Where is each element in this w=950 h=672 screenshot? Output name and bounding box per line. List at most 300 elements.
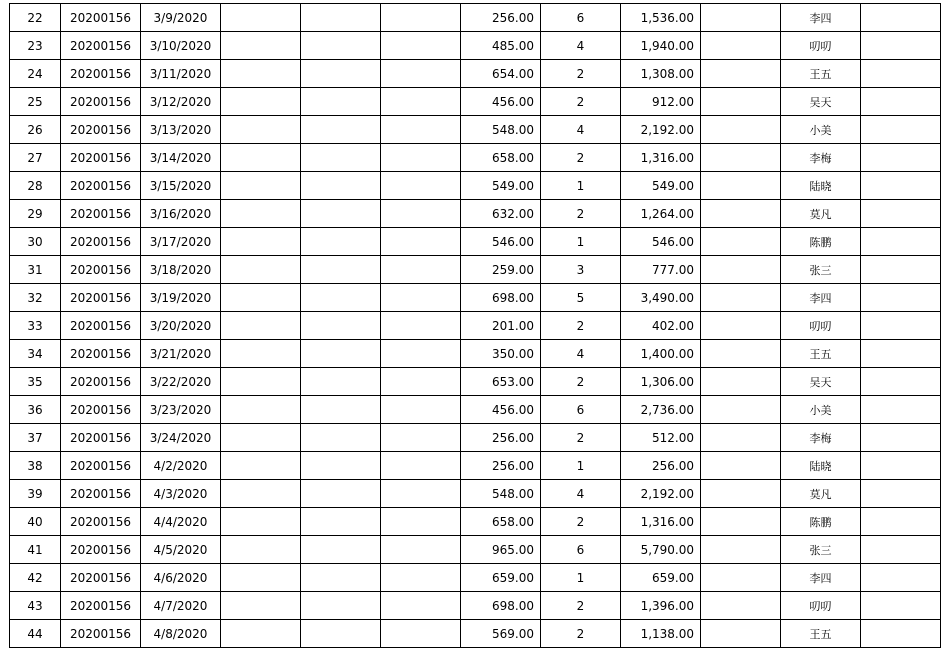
price-cell: 548.00 [461, 480, 541, 508]
empty-cell [861, 452, 941, 480]
empty-cell [301, 284, 381, 312]
empty-cell [701, 88, 781, 116]
price-cell: 350.00 [461, 340, 541, 368]
name-cell: 张三 [781, 256, 861, 284]
empty-cell [381, 32, 461, 60]
amount-cell: 1,306.00 [621, 368, 701, 396]
empty-cell [381, 60, 461, 88]
row-number-cell: 41 [10, 536, 61, 564]
empty-cell [301, 452, 381, 480]
date-cell: 4/8/2020 [141, 620, 221, 648]
table-row [10, 200, 941, 228]
amount-cell: 1,138.00 [621, 620, 701, 648]
amount-cell: 1,308.00 [621, 60, 701, 88]
empty-cell [861, 508, 941, 536]
name-cell: 陆晓 [781, 452, 861, 480]
amount-cell: 912.00 [621, 88, 701, 116]
row-number-cell: 42 [10, 564, 61, 592]
empty-cell [301, 228, 381, 256]
code-cell: 20200156 [61, 200, 141, 228]
empty-cell [701, 480, 781, 508]
empty-cell [221, 284, 301, 312]
date-cell: 3/22/2020 [141, 368, 221, 396]
table-row [10, 620, 941, 648]
quantity-cell: 4 [541, 340, 621, 368]
empty-cell [701, 620, 781, 648]
price-cell: 698.00 [461, 284, 541, 312]
empty-cell [221, 508, 301, 536]
quantity-cell: 1 [541, 172, 621, 200]
name-cell: 莫凡 [781, 200, 861, 228]
empty-cell [861, 424, 941, 452]
table-row [10, 368, 941, 396]
quantity-cell: 1 [541, 564, 621, 592]
name-cell: 王五 [781, 340, 861, 368]
row-number-cell: 25 [10, 88, 61, 116]
empty-cell [381, 424, 461, 452]
code-cell: 20200156 [61, 88, 141, 116]
date-cell: 3/15/2020 [141, 172, 221, 200]
empty-cell [221, 172, 301, 200]
empty-cell [221, 228, 301, 256]
empty-cell [861, 620, 941, 648]
name-cell: 李四 [781, 564, 861, 592]
empty-cell [861, 116, 941, 144]
amount-cell: 2,736.00 [621, 396, 701, 424]
price-cell: 259.00 [461, 256, 541, 284]
row-number-cell: 26 [10, 116, 61, 144]
code-cell: 20200156 [61, 620, 141, 648]
date-cell: 3/9/2020 [141, 4, 221, 32]
empty-cell [301, 116, 381, 144]
row-number-cell: 31 [10, 256, 61, 284]
amount-cell: 5,790.00 [621, 536, 701, 564]
empty-cell [381, 452, 461, 480]
table-row [10, 88, 941, 116]
date-cell: 3/12/2020 [141, 88, 221, 116]
empty-cell [301, 536, 381, 564]
empty-cell [701, 172, 781, 200]
empty-cell [701, 4, 781, 32]
quantity-cell: 1 [541, 228, 621, 256]
amount-cell: 1,536.00 [621, 4, 701, 32]
price-cell: 658.00 [461, 508, 541, 536]
table-body [10, 4, 941, 648]
empty-cell [301, 396, 381, 424]
price-cell: 965.00 [461, 536, 541, 564]
name-cell: 莫凡 [781, 480, 861, 508]
quantity-cell: 6 [541, 536, 621, 564]
date-cell: 3/19/2020 [141, 284, 221, 312]
empty-cell [861, 60, 941, 88]
empty-cell [221, 4, 301, 32]
table-row [10, 172, 941, 200]
code-cell: 20200156 [61, 480, 141, 508]
quantity-cell: 2 [541, 144, 621, 172]
row-number-cell: 32 [10, 284, 61, 312]
empty-cell [381, 256, 461, 284]
quantity-cell: 3 [541, 256, 621, 284]
price-cell: 256.00 [461, 452, 541, 480]
empty-cell [381, 172, 461, 200]
empty-cell [381, 564, 461, 592]
row-number-cell: 24 [10, 60, 61, 88]
amount-cell: 1,316.00 [621, 144, 701, 172]
empty-cell [861, 284, 941, 312]
code-cell: 20200156 [61, 172, 141, 200]
empty-cell [861, 200, 941, 228]
empty-cell [221, 536, 301, 564]
quantity-cell: 6 [541, 4, 621, 32]
price-cell: 632.00 [461, 200, 541, 228]
code-cell: 20200156 [61, 536, 141, 564]
empty-cell [301, 32, 381, 60]
empty-cell [221, 368, 301, 396]
price-cell: 653.00 [461, 368, 541, 396]
empty-cell [701, 144, 781, 172]
empty-cell [301, 564, 381, 592]
row-number-cell: 30 [10, 228, 61, 256]
empty-cell [381, 228, 461, 256]
code-cell: 20200156 [61, 340, 141, 368]
empty-cell [701, 312, 781, 340]
empty-cell [381, 592, 461, 620]
empty-cell [221, 564, 301, 592]
empty-cell [861, 144, 941, 172]
table-row [10, 592, 941, 620]
date-cell: 4/5/2020 [141, 536, 221, 564]
name-cell: 陆晓 [781, 172, 861, 200]
empty-cell [701, 564, 781, 592]
code-cell: 20200156 [61, 592, 141, 620]
table-row [10, 116, 941, 144]
price-cell: 456.00 [461, 88, 541, 116]
name-cell: 李梅 [781, 144, 861, 172]
empty-cell [381, 396, 461, 424]
row-number-cell: 29 [10, 200, 61, 228]
table-row [10, 284, 941, 312]
quantity-cell: 4 [541, 480, 621, 508]
empty-cell [861, 480, 941, 508]
row-number-cell: 35 [10, 368, 61, 396]
amount-cell: 1,400.00 [621, 340, 701, 368]
code-cell: 20200156 [61, 116, 141, 144]
date-cell: 3/17/2020 [141, 228, 221, 256]
quantity-cell: 1 [541, 452, 621, 480]
row-number-cell: 37 [10, 424, 61, 452]
amount-cell: 549.00 [621, 172, 701, 200]
empty-cell [861, 368, 941, 396]
empty-cell [301, 88, 381, 116]
amount-cell: 256.00 [621, 452, 701, 480]
date-cell: 3/14/2020 [141, 144, 221, 172]
quantity-cell: 2 [541, 508, 621, 536]
date-cell: 3/20/2020 [141, 312, 221, 340]
table-row [10, 564, 941, 592]
amount-cell: 3,490.00 [621, 284, 701, 312]
date-cell: 4/2/2020 [141, 452, 221, 480]
name-cell: 叨叨 [781, 592, 861, 620]
code-cell: 20200156 [61, 396, 141, 424]
amount-cell: 2,192.00 [621, 116, 701, 144]
code-cell: 20200156 [61, 312, 141, 340]
empty-cell [701, 368, 781, 396]
code-cell: 20200156 [61, 508, 141, 536]
empty-cell [301, 4, 381, 32]
price-cell: 659.00 [461, 564, 541, 592]
price-cell: 658.00 [461, 144, 541, 172]
empty-cell [381, 536, 461, 564]
quantity-cell: 6 [541, 396, 621, 424]
table-row [10, 340, 941, 368]
date-cell: 4/4/2020 [141, 508, 221, 536]
empty-cell [301, 144, 381, 172]
row-number-cell: 40 [10, 508, 61, 536]
empty-cell [381, 340, 461, 368]
name-cell: 吴天 [781, 88, 861, 116]
row-number-cell: 39 [10, 480, 61, 508]
empty-cell [861, 4, 941, 32]
code-cell: 20200156 [61, 284, 141, 312]
amount-cell: 2,192.00 [621, 480, 701, 508]
empty-cell [701, 592, 781, 620]
empty-cell [301, 480, 381, 508]
date-cell: 3/18/2020 [141, 256, 221, 284]
empty-cell [381, 116, 461, 144]
empty-cell [301, 508, 381, 536]
table-row [10, 396, 941, 424]
row-number-cell: 33 [10, 312, 61, 340]
empty-cell [301, 172, 381, 200]
empty-cell [861, 228, 941, 256]
quantity-cell: 2 [541, 60, 621, 88]
row-number-cell: 38 [10, 452, 61, 480]
empty-cell [301, 424, 381, 452]
amount-cell: 1,940.00 [621, 32, 701, 60]
price-cell: 201.00 [461, 312, 541, 340]
empty-cell [861, 88, 941, 116]
table-row [10, 536, 941, 564]
empty-cell [381, 368, 461, 396]
price-cell: 548.00 [461, 116, 541, 144]
name-cell: 王五 [781, 620, 861, 648]
quantity-cell: 2 [541, 592, 621, 620]
table-row [10, 228, 941, 256]
amount-cell: 1,264.00 [621, 200, 701, 228]
amount-cell: 512.00 [621, 424, 701, 452]
row-number-cell: 22 [10, 4, 61, 32]
empty-cell [701, 228, 781, 256]
date-cell: 3/13/2020 [141, 116, 221, 144]
empty-cell [701, 284, 781, 312]
price-cell: 256.00 [461, 424, 541, 452]
empty-cell [381, 88, 461, 116]
table-row [10, 4, 941, 32]
date-cell: 3/11/2020 [141, 60, 221, 88]
date-cell: 4/3/2020 [141, 480, 221, 508]
empty-cell [221, 424, 301, 452]
quantity-cell: 2 [541, 368, 621, 396]
quantity-cell: 2 [541, 424, 621, 452]
table-row [10, 312, 941, 340]
empty-cell [301, 312, 381, 340]
quantity-cell: 4 [541, 116, 621, 144]
name-cell: 陈鹏 [781, 228, 861, 256]
name-cell: 叨叨 [781, 312, 861, 340]
empty-cell [301, 368, 381, 396]
row-number-cell: 43 [10, 592, 61, 620]
table-row [10, 60, 941, 88]
empty-cell [221, 144, 301, 172]
empty-cell [701, 32, 781, 60]
empty-cell [701, 256, 781, 284]
empty-cell [861, 564, 941, 592]
empty-cell [861, 536, 941, 564]
code-cell: 20200156 [61, 256, 141, 284]
empty-cell [221, 312, 301, 340]
amount-cell: 777.00 [621, 256, 701, 284]
code-cell: 20200156 [61, 4, 141, 32]
code-cell: 20200156 [61, 564, 141, 592]
row-number-cell: 23 [10, 32, 61, 60]
table-row [10, 256, 941, 284]
empty-cell [861, 312, 941, 340]
date-cell: 3/16/2020 [141, 200, 221, 228]
empty-cell [301, 340, 381, 368]
price-cell: 569.00 [461, 620, 541, 648]
empty-cell [381, 144, 461, 172]
empty-cell [221, 60, 301, 88]
quantity-cell: 2 [541, 88, 621, 116]
code-cell: 20200156 [61, 368, 141, 396]
empty-cell [381, 200, 461, 228]
code-cell: 20200156 [61, 144, 141, 172]
table-row [10, 424, 941, 452]
empty-cell [301, 200, 381, 228]
empty-cell [221, 452, 301, 480]
empty-cell [701, 60, 781, 88]
empty-cell [221, 256, 301, 284]
date-cell: 4/7/2020 [141, 592, 221, 620]
row-number-cell: 34 [10, 340, 61, 368]
name-cell: 李四 [781, 4, 861, 32]
name-cell: 小美 [781, 396, 861, 424]
empty-cell [221, 32, 301, 60]
quantity-cell: 4 [541, 32, 621, 60]
row-number-cell: 28 [10, 172, 61, 200]
empty-cell [701, 424, 781, 452]
empty-cell [221, 480, 301, 508]
quantity-cell: 2 [541, 312, 621, 340]
code-cell: 20200156 [61, 452, 141, 480]
name-cell: 叨叨 [781, 32, 861, 60]
date-cell: 4/6/2020 [141, 564, 221, 592]
price-cell: 698.00 [461, 592, 541, 620]
code-cell: 20200156 [61, 228, 141, 256]
empty-cell [301, 620, 381, 648]
empty-cell [221, 200, 301, 228]
empty-cell [861, 396, 941, 424]
empty-cell [701, 200, 781, 228]
name-cell: 王五 [781, 60, 861, 88]
table-row [10, 32, 941, 60]
table-row [10, 144, 941, 172]
empty-cell [381, 312, 461, 340]
empty-cell [381, 620, 461, 648]
empty-cell [221, 396, 301, 424]
empty-cell [221, 592, 301, 620]
empty-cell [381, 480, 461, 508]
quantity-cell: 2 [541, 200, 621, 228]
amount-cell: 659.00 [621, 564, 701, 592]
price-cell: 654.00 [461, 60, 541, 88]
price-cell: 546.00 [461, 228, 541, 256]
data-table [9, 3, 941, 648]
empty-cell [861, 256, 941, 284]
empty-cell [701, 452, 781, 480]
name-cell: 吴天 [781, 368, 861, 396]
empty-cell [861, 172, 941, 200]
empty-cell [701, 536, 781, 564]
row-number-cell: 36 [10, 396, 61, 424]
empty-cell [861, 592, 941, 620]
price-cell: 456.00 [461, 396, 541, 424]
empty-cell [701, 396, 781, 424]
name-cell: 陈鹏 [781, 508, 861, 536]
empty-cell [381, 4, 461, 32]
empty-cell [381, 508, 461, 536]
date-cell: 3/23/2020 [141, 396, 221, 424]
table-row [10, 480, 941, 508]
price-cell: 549.00 [461, 172, 541, 200]
code-cell: 20200156 [61, 424, 141, 452]
table-row [10, 452, 941, 480]
empty-cell [861, 340, 941, 368]
empty-cell [381, 284, 461, 312]
empty-cell [301, 592, 381, 620]
code-cell: 20200156 [61, 60, 141, 88]
name-cell: 张三 [781, 536, 861, 564]
row-number-cell: 44 [10, 620, 61, 648]
amount-cell: 1,396.00 [621, 592, 701, 620]
empty-cell [221, 88, 301, 116]
date-cell: 3/21/2020 [141, 340, 221, 368]
empty-cell [701, 116, 781, 144]
empty-cell [221, 116, 301, 144]
date-cell: 3/24/2020 [141, 424, 221, 452]
name-cell: 李梅 [781, 424, 861, 452]
date-cell: 3/10/2020 [141, 32, 221, 60]
table-row [10, 508, 941, 536]
empty-cell [301, 256, 381, 284]
name-cell: 小美 [781, 116, 861, 144]
empty-cell [221, 620, 301, 648]
code-cell: 20200156 [61, 32, 141, 60]
empty-cell [701, 340, 781, 368]
empty-cell [701, 508, 781, 536]
empty-cell [861, 32, 941, 60]
empty-cell [221, 340, 301, 368]
quantity-cell: 5 [541, 284, 621, 312]
price-cell: 485.00 [461, 32, 541, 60]
name-cell: 李四 [781, 284, 861, 312]
quantity-cell: 2 [541, 620, 621, 648]
empty-cell [301, 60, 381, 88]
amount-cell: 1,316.00 [621, 508, 701, 536]
price-cell: 256.00 [461, 4, 541, 32]
amount-cell: 402.00 [621, 312, 701, 340]
amount-cell: 546.00 [621, 228, 701, 256]
